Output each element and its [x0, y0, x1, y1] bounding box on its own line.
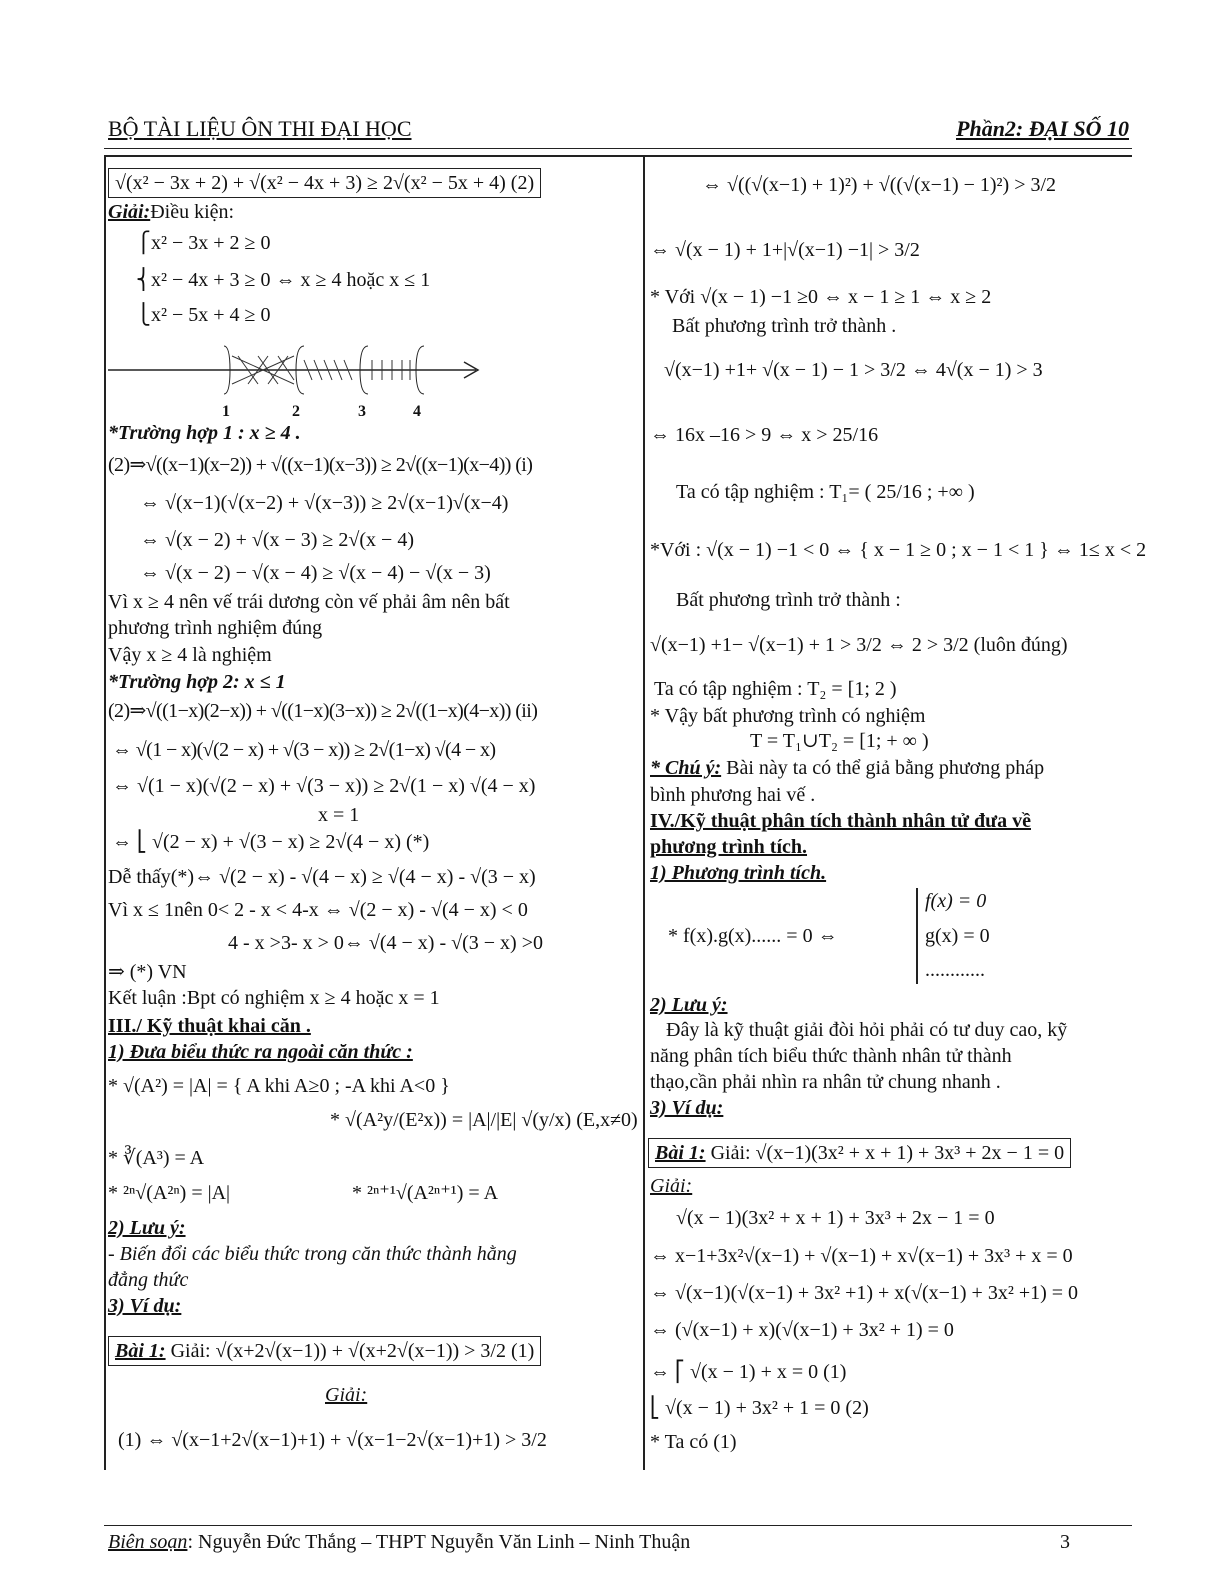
math-line: ⇔ x−1+3x²√(x−1) + √(x−1) + x√(x−1) + 3x³ + x = 0 — [650, 1245, 1073, 1267]
solution-heading: Giải: — [650, 1175, 693, 1197]
math-line: ⇒ (*) VN — [108, 961, 187, 983]
math-line: T = T₁∪T₂ = [1; + ∞ ) — [750, 730, 929, 752]
number-line — [108, 340, 488, 400]
subsection-heading: 1) Phương trình tích. — [650, 862, 827, 884]
footer-label: Biên soạn — [108, 1531, 188, 1553]
label: * Chú ý: — [650, 757, 722, 779]
page-number: 3 — [1060, 1531, 1070, 1553]
math-line: ⇔ 16x –16 > 9 ⇔ x > 25/16 — [650, 424, 879, 446]
text-line: - Biến đổi các biểu thức trong căn thức thành hằng — [108, 1243, 517, 1265]
text-line: năng phân tích biểu thức thành nhân tử thành — [650, 1045, 1012, 1067]
math-line: ⇔ ⎣ √(2 − x) + √(3 − x) ≥ 2√(4 − x) (*) — [112, 831, 430, 853]
math-line: ⇔ √(x − 2) − √(x − 4) ≥ √(x − 4) − √(x − 3) — [140, 562, 491, 584]
subsection-heading: 1) Đưa biểu thức ra ngoài căn thức : — [108, 1041, 413, 1063]
text-line: * Ta có (1) — [650, 1431, 737, 1453]
text-line: Bất phương trình trở thành : — [676, 589, 901, 611]
header-rule — [104, 148, 1132, 149]
math-line: Ta có tập nghiệm : T₁= ( 25/16 ; +∞ ) — [676, 481, 975, 503]
section-heading: IV./Kỹ thuật phân tích thành nhân tử đưa về — [650, 810, 1031, 832]
section-heading: III./ Kỹ thuật khai căn . — [108, 1015, 311, 1037]
condition-line: ⎧x² − 3x + 2 ≥ 0 — [136, 232, 271, 254]
footer-author: : Nguyễn Đức Thắng – THPT Nguyễn Văn Linh – Ninh Thuận — [187, 1531, 691, 1553]
label: Bài 1: — [115, 1340, 166, 1362]
text-line: thạo,cần phải nhìn ra nhân tử chung nhanh . — [650, 1071, 1001, 1093]
math-line: ⇔ √(x−1)(√(x−2) + √(x−3)) ≥ 2√(x−1)√(x−4) — [140, 492, 509, 514]
math-line: √(x−1) +1− √(x−1) + 1 > 3/2 ⇔ 2 > 3/2 (luôn đúng) — [650, 634, 1068, 656]
math-line: ⇔ √(1 − x)(√(2 − x) + √(3 − x)) ≥ 2√(1 − x) √(4 − x) — [112, 775, 536, 797]
footer — [108, 1530, 690, 1554]
left-border — [104, 155, 106, 1470]
bracket — [916, 888, 918, 984]
math-line: *Với : √(x − 1) −1 < 0 ⇔ { x − 1 ≥ 0 ; x − 1 < 1 } ⇔ 1≤ x < 2 — [650, 539, 1147, 561]
math-line: (1) ⇔ √(x−1+2√(x−1)+1) + √(x−1−2√(x−1)+1) > 3/2 — [118, 1429, 547, 1451]
case-2-heading: *Trường hợp 2: x ≤ 1 — [108, 671, 286, 693]
text-line: bình phương hai vế . — [650, 784, 816, 806]
text-line: Ta có tập nghiệm : T₂ = [1; 2 ) — [654, 678, 897, 700]
math-line: ⇔ √(1 − x)(√(2 − x) + √(3 − x)) ≥ 2√(1−x) √(4 − x) — [112, 739, 496, 761]
text-line: Vậy x ≥ 4 là nghiệm — [108, 644, 272, 666]
text-line: Bất phương trình trở thành . — [672, 315, 897, 337]
math-line: Dễ thấy(*)⇔ √(2 − x) - √(4 − x) ≥ √(4 − x) - √(3 − x) — [108, 866, 536, 888]
subsection-heading: 2) Lưu ý: — [650, 994, 728, 1016]
condition-line: ⎩x² − 5x + 4 ≥ 0 — [136, 304, 271, 326]
math-line: (2)⇒√((1−x)(2−x)) + √((1−x)(3−x)) ≥ 2√((1−x)(4−x)) (ii) — [108, 700, 538, 722]
example-1 — [108, 1336, 541, 1366]
math-line: (2)⇒√((x−1)(x−2)) + √((x−1)(x−3)) ≥ 2√((x−1)(x−4)) (i) — [108, 454, 533, 476]
number-line-label: 4 — [413, 403, 421, 420]
note — [650, 756, 1044, 780]
content: Giải: √(x+2√(x−1)) + √(x+2√(x−1)) > 3/2 (1) — [165, 1340, 535, 1362]
math-line: ⇔ √(x−1)(√(x−1) + 3x² +1) + x(√(x−1) + 3x² +1) = 0 — [650, 1282, 1079, 1304]
column-divider — [643, 155, 645, 1470]
content: Bài này ta có thể giả bằng phương pháp — [721, 757, 1045, 779]
math-line: x = 1 — [318, 804, 360, 826]
math-line: ⇔ (√(x−1) + x)(√(x−1) + 3x² + 1) = 0 — [650, 1319, 954, 1341]
text-line: * Vậy bất phương trình có nghiệm — [650, 705, 926, 727]
text-line: Vì x ≥ 4 nên vế trái dương còn vế phải âm nên bất — [108, 591, 510, 613]
header-title: BỘ TÀI LIỆU ÔN THI ĐẠI HỌC — [108, 116, 412, 141]
math-line: ⇔ ⎡ √(x − 1) + x = 0 (1) — [650, 1361, 847, 1383]
problem-statement: √(x² − 3x + 2) + √(x² − 4x + 3) ≥ 2√(x² − 5x + 4) (2) — [108, 168, 541, 198]
header-section: Phần2: ĐẠI SỐ 10 — [956, 116, 1129, 141]
formula: * ²ⁿ√(A²ⁿ) = |A| — [108, 1182, 231, 1204]
math-line: √(x − 1)(3x² + x + 1) + 3x³ + 2x − 1 = 0 — [676, 1207, 995, 1229]
text-line: Kết luận :Bpt có nghiệm x ≥ 4 hoặc x = 1 — [108, 987, 440, 1009]
solution-heading — [108, 200, 234, 224]
math-line: ⇔ √(x − 2) + √(x − 3) ≥ 2√(x − 4) — [140, 529, 414, 551]
subsection-heading: 3) Ví dụ: — [108, 1295, 182, 1317]
math-line: √(x−1) +1+ √(x − 1) − 1 > 3/2 ⇔ 4√(x − 1) > 3 — [664, 359, 1043, 381]
formula: f(x) = 0 — [925, 890, 987, 912]
example-1 — [648, 1138, 1071, 1168]
formula: ............ — [925, 959, 985, 981]
header-rule-thick — [104, 155, 1132, 157]
number-line-label: 2 — [292, 403, 300, 420]
math-line: Vì x ≤ 1nên 0< 2 - x < 4-x ⇔ √(2 − x) - √(4 − x) < 0 — [108, 899, 528, 921]
math-line: ⇔ √((√(x−1) + 1)²) + √((√(x−1) − 1)²) > 3/2 — [702, 174, 1057, 196]
formula: * ∛(A³) = A — [108, 1147, 205, 1169]
math-line: 4 - x >3- x > 0⇔ √(4 − x) - √(3 − x) >0 — [228, 932, 543, 954]
case-1-heading: *Trường hợp 1 : x ≥ 4 . — [108, 422, 301, 444]
condition-line: ⎨x² − 4x + 3 ≥ 0 ⇔ x ≥ 4 hoặc x ≤ 1 — [136, 269, 431, 291]
formula: * √(A²y/(E²x)) = |A|/|E| √(y/x) (E,x≠0) — [330, 1109, 638, 1131]
math-line: ⇔ √(x − 1) + 1+|√(x−1) −1| > 3/2 — [650, 239, 920, 261]
text-line: Đây là kỹ thuật giải đòi hỏi phải có tư duy cao, kỹ — [666, 1019, 1068, 1041]
footer-rule — [104, 1525, 1132, 1526]
section-heading: phương trình tích. — [650, 836, 808, 858]
label: Bài 1: — [655, 1142, 706, 1164]
content: Điều kiện: — [150, 201, 235, 223]
number-line-label: 3 — [358, 403, 366, 420]
formula: * f(x).g(x)...... = 0 ⇔ — [668, 925, 838, 947]
formula: * ²ⁿ⁺¹√(A²ⁿ⁺¹) = A — [352, 1182, 499, 1204]
content: Giải: √(x−1)(3x² + x + 1) + 3x³ + 2x − 1 = 0 — [705, 1142, 1065, 1164]
solution-heading: Giải: — [325, 1384, 368, 1406]
text-line: phương trình nghiệm đúng — [108, 617, 323, 639]
label: Giải: — [108, 201, 151, 223]
subsection-heading: 2) Lưu ý: — [108, 1217, 186, 1239]
number-line-label: 1 — [222, 403, 230, 420]
formula: * √(A²) = |A| = { A khi A≥0 ; -A khi A<0 } — [108, 1075, 450, 1097]
formula: g(x) = 0 — [925, 925, 990, 947]
subsection-heading: 3) Ví dụ: — [650, 1097, 724, 1119]
math-line: * Với √(x − 1) −1 ≥0 ⇔ x − 1 ≥ 1 ⇔ x ≥ 2 — [650, 286, 992, 308]
text-line: đẳng thức — [108, 1269, 189, 1291]
math-line: ⎣ √(x − 1) + 3x² + 1 = 0 (2) — [650, 1397, 869, 1419]
